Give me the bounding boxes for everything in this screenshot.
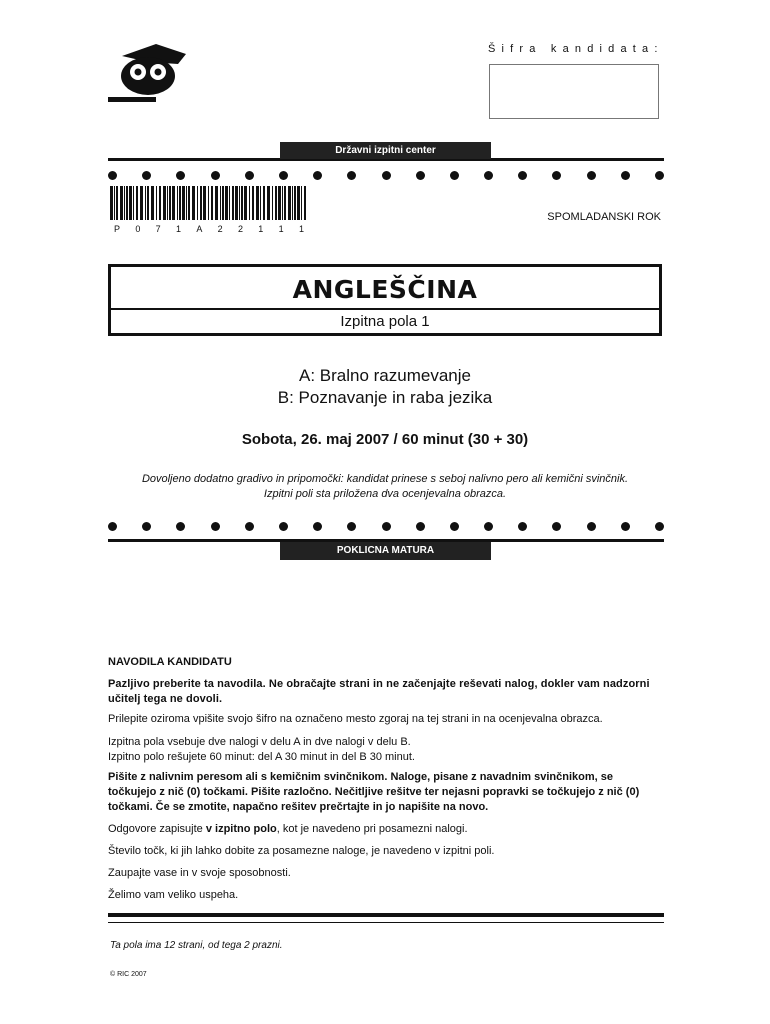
- barcode: [110, 186, 308, 220]
- barcode-bar: [114, 186, 115, 220]
- barcode-digits: [114, 224, 304, 234]
- barcode-bar: [252, 186, 254, 220]
- exam-date-line: Sobota, 26. maj 2007 / 60 minut (30 + 30): [241, 431, 529, 448]
- barcode-bar: [110, 186, 113, 220]
- barcode-bar: [235, 186, 238, 220]
- instructions-p5-post: , kot je navedeno pri posamezni nalogi.: [276, 823, 468, 835]
- barcode-bar: [163, 186, 166, 220]
- barcode-digit: A: [196, 224, 203, 234]
- allowed-materials-line1: Dovoljeno dodatno gradivo in pripomočki: kandidat prinese s seboj nalivno pero ali kemični svinčnik.: [141, 473, 629, 485]
- title-box: [108, 264, 662, 336]
- barcode-digit: 1: [298, 224, 304, 234]
- barcode-digit: 0: [135, 224, 141, 234]
- instructions-p4: Pišite z nalivnim peresom ali s kemičnim svinčnikom. Naloge, pisane z navadnim svinčnikom, se točkujejo z nič (0) točkami. Pišite razločno. Nečitljive rešitve ter nejasni popravki se točkujejo z nič (0) točkami. Če se zmotite, napačno rešitev prečrtajte in jo napišite na novo.: [108, 771, 640, 813]
- candidate-code-label: Šifra kandidata:: [488, 43, 664, 55]
- barcode-digit: 2: [237, 224, 243, 234]
- barcode-bar: [241, 186, 243, 220]
- instructions-p1: Pazljivo preberite ta navodila. Ne obračajte strani in ne začenjajte reševati nalog, dokler vam nadzorni učitelj tega ne dovoli.: [108, 678, 650, 705]
- instructions-p5-bold: v izpitno polo: [205, 823, 277, 835]
- barcode-bar: [292, 186, 293, 220]
- barcode-bar: [197, 186, 198, 220]
- barcode-bar: [297, 186, 300, 220]
- barcode-bar: [177, 186, 178, 220]
- instructions-p3a: Izpitna pola vsebuje dve nalogi v delu A in dve nalogi v delu B.: [108, 736, 411, 748]
- barcode-bar: [156, 186, 157, 220]
- barcode-bar: [260, 186, 261, 220]
- barcode-bar: [188, 186, 190, 220]
- barcode-bar: [120, 186, 123, 220]
- exam-term: SPOMLADANSKI ROK: [547, 211, 661, 223]
- barcode-bar: [288, 186, 291, 220]
- barcode-bar: [203, 186, 206, 220]
- subject-title: ANGLEŠČINA: [292, 275, 478, 304]
- barcode-bar: [256, 186, 259, 220]
- barcode-bar: [169, 186, 171, 220]
- barcode-bar: [179, 186, 181, 220]
- barcode-bar: [225, 186, 228, 220]
- barcode-digit: 1: [175, 224, 181, 234]
- barcode-bar: [172, 186, 175, 220]
- barcode-bar: [200, 186, 202, 220]
- barcode-bar: [182, 186, 185, 220]
- barcode-bar: [222, 186, 224, 220]
- part-a-title: A: Bralno razumevanje: [299, 366, 471, 385]
- barcode-bar: [249, 186, 250, 220]
- barcode-bar: [159, 186, 161, 220]
- bottom-rule-thick: [108, 913, 664, 917]
- paper-title: Izpitna pola 1: [340, 313, 430, 330]
- dot-divider-bottom: [108, 520, 664, 532]
- instructions-p8: Želimo vam veliko uspeha.: [108, 889, 239, 901]
- barcode-bar: [272, 186, 273, 220]
- exam-center-tab: Državni izpitni center: [280, 142, 491, 159]
- instructions-heading: NAVODILA KANDIDATU: [108, 656, 232, 668]
- barcode-bar: [151, 186, 154, 220]
- barcode-bar: [267, 186, 270, 220]
- barcode-bar: [126, 186, 128, 220]
- barcode-digit: 1: [258, 224, 264, 234]
- barcode-bar: [140, 186, 143, 220]
- barcode-bar: [208, 186, 209, 220]
- instructions-p7: Zaupajte vase in v svoje sposobnosti.: [108, 867, 291, 879]
- barcode-bar: [232, 186, 234, 220]
- barcode-bar: [229, 186, 230, 220]
- barcode-bar: [278, 186, 281, 220]
- instructions-p5: [108, 822, 664, 837]
- barcode-bar: [263, 186, 265, 220]
- barcode-bar: [301, 186, 302, 220]
- barcode-bar: [244, 186, 247, 220]
- bottom-rule-thin: [108, 922, 664, 923]
- part-b-title: B: Poznavanje in raba jezika: [277, 388, 493, 407]
- instructions-p3b: Izpitno polo rešujete 60 minut: del A 30 minut in del B 30 minut.: [108, 751, 415, 763]
- barcode-bar: [133, 186, 134, 220]
- barcode-bar: [282, 186, 283, 220]
- barcode-digit: 2: [217, 224, 223, 234]
- barcode-bar: [147, 186, 149, 220]
- instructions-p2: Prilepite oziroma vpišite svojo šifro na označeno mesto zgoraj na tej strani in na ocenjevalna obrazca.: [108, 713, 603, 725]
- barcode-bar: [275, 186, 277, 220]
- exam-type-tab: POKLICNA MATURA: [280, 542, 491, 560]
- candidate-code-box[interactable]: [489, 64, 659, 119]
- barcode-bar: [167, 186, 168, 220]
- barcode-digit: 1: [278, 224, 284, 234]
- title-divider: [111, 308, 659, 310]
- barcode-bar: [186, 186, 187, 220]
- barcode-bar: [145, 186, 146, 220]
- barcode-bar: [192, 186, 195, 220]
- barcode-digit: 7: [155, 224, 161, 234]
- barcode-bar: [129, 186, 132, 220]
- instructions-p5-pre: Odgovore zapisujte: [108, 823, 206, 835]
- barcode-bar: [136, 186, 138, 220]
- allowed-materials-line2: Izpitni poli sta priložena dva ocenjevalna obrazca.: [263, 488, 507, 500]
- dot-divider-top: [108, 169, 664, 181]
- barcode-bar: [211, 186, 213, 220]
- barcode-bar: [215, 186, 218, 220]
- pages-note: Ta pola ima 12 strani, od tega 2 prazni.: [110, 940, 283, 951]
- barcode-bar: [220, 186, 221, 220]
- barcode-bar: [294, 186, 296, 220]
- barcode-bar: [116, 186, 118, 220]
- copyright: © RIC 2007: [110, 971, 147, 978]
- barcode-bar: [239, 186, 240, 220]
- barcode-bar: [304, 186, 306, 220]
- barcode-bar: [284, 186, 286, 220]
- barcode-digit: P: [114, 224, 121, 234]
- instructions-p6: Število točk, ki jih lahko dobite za posamezne naloge, je navedeno v izpitni poli.: [108, 845, 495, 857]
- ric-owl-logo: [108, 40, 192, 104]
- barcode-bar: [124, 186, 125, 220]
